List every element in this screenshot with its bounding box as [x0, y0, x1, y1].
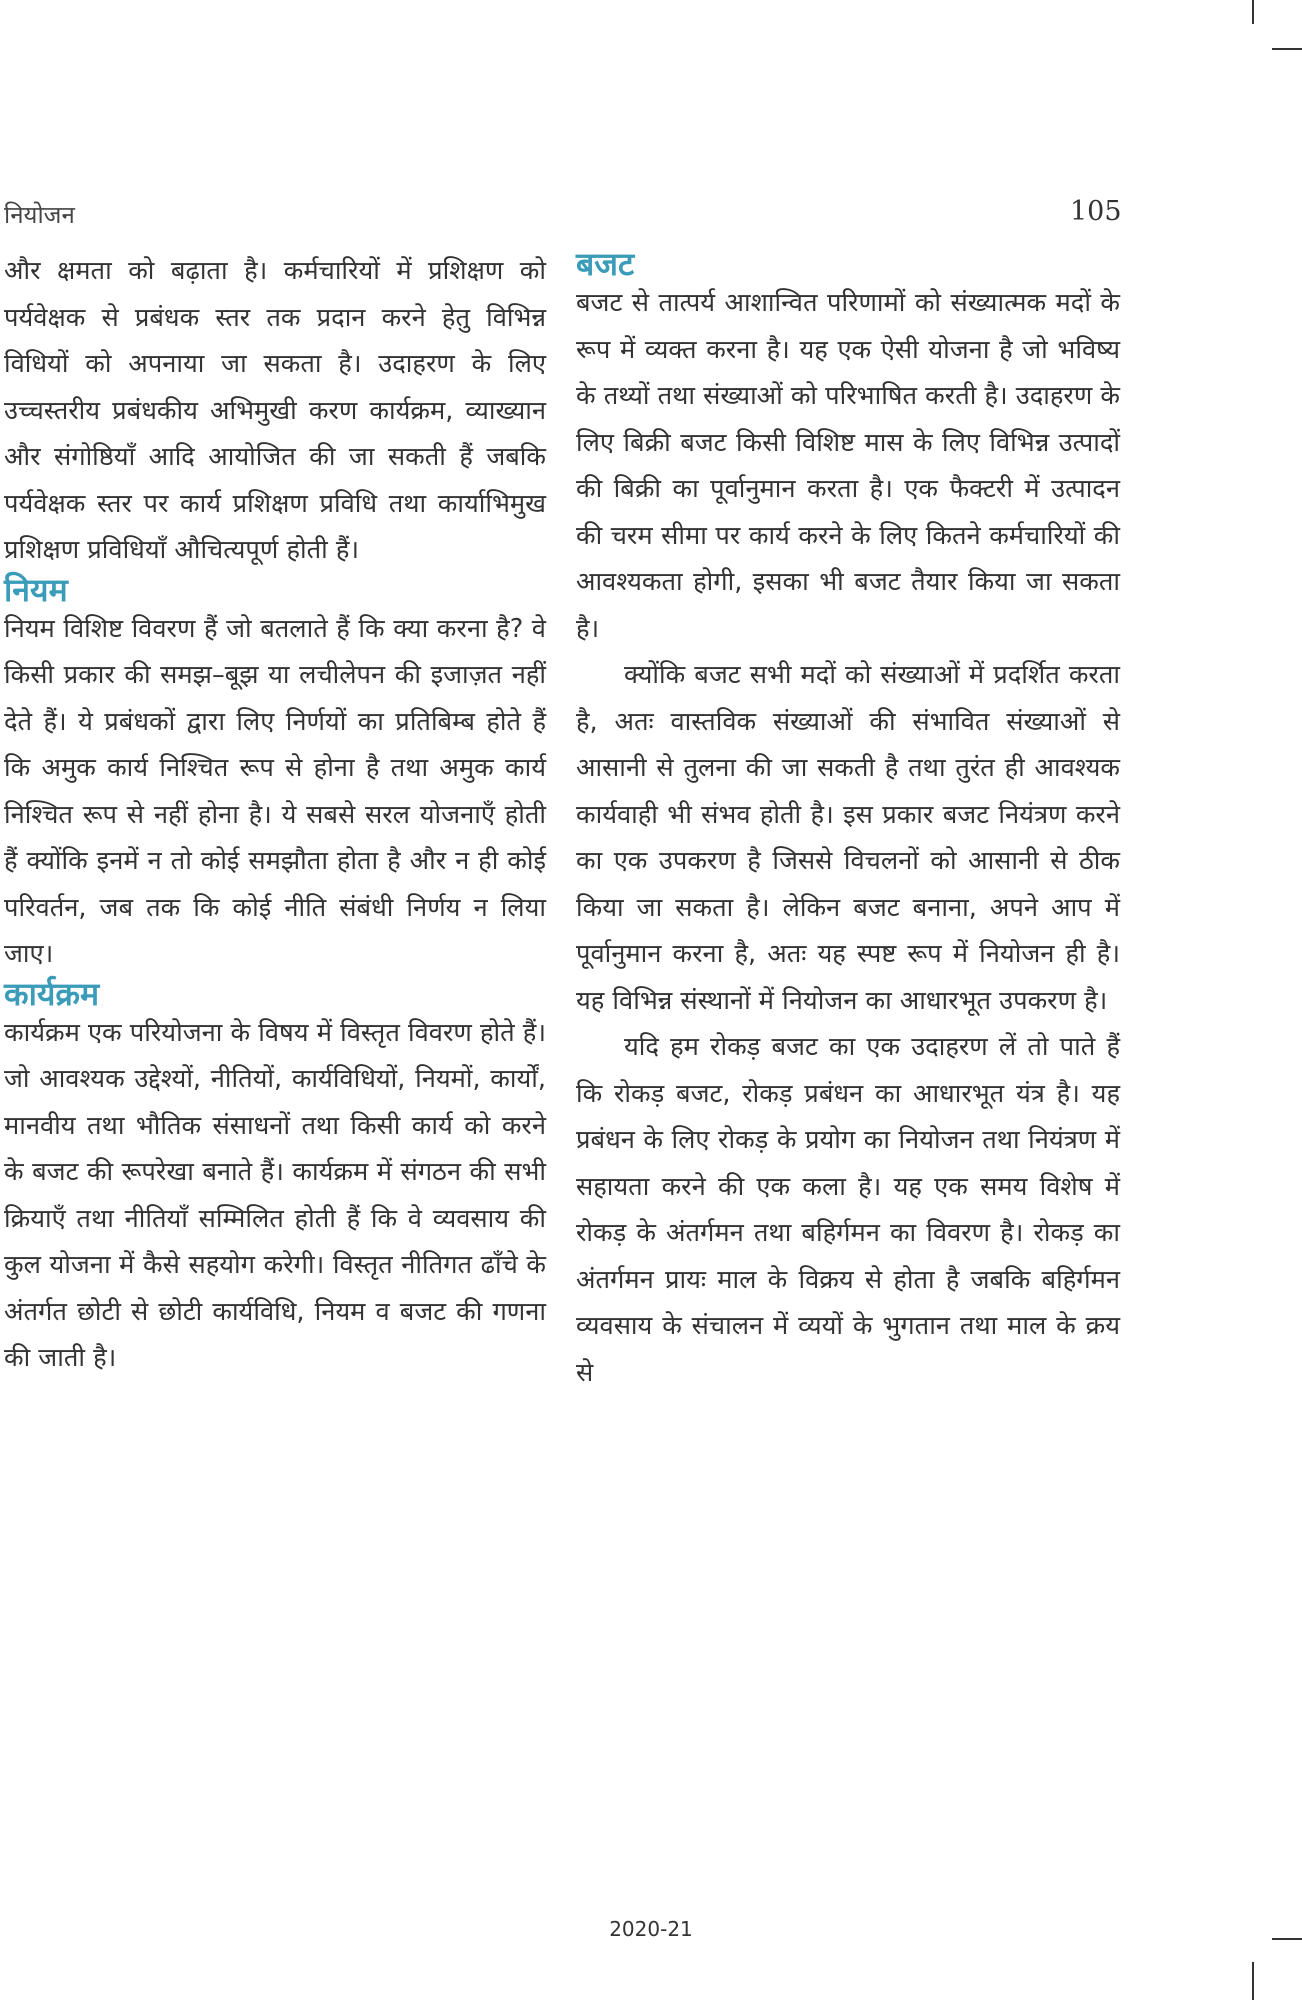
left-column — [4, 248, 546, 1382]
budget-heading: बजट — [576, 245, 635, 283]
budget-paragraph-1: बजट से तात्पर्य आशान्वित परिणामों को संख्यात्मक मदों के रूप में व्यक्त करना है। यह एक ऐसी योजना है जो भविष्य के तथ्यों तथा संख्याओं को परिभाषित करती है। उदाहरण के लिए बिक्री बजट किसी विशिष्ट मास के लिए विभिन्न उत्पादों की बिक्री का पूर्वानुमान करता है। एक फैक्टरी में उत्पादन की चरम सीमा पर कार्य करने के लिए कितने कर्मचारियों की आवश्यकता होगी, इसका भी बजट तैयार किया जा सकता है। — [576, 288, 1120, 644]
rules-heading: नियम — [4, 570, 68, 609]
rules-paragraph: नियम विशिष्ट विवरण हैं जो बतलाते हैं कि क्या करना है? वे किसी प्रकार की समझ–बूझ या लचीलेपन की इजाज़त नहीं देते हैं। ये प्रबंधकों द्वारा लिए निर्णयों का प्रतिबिम्ब होते हैं कि अमुक कार्य निश्चित रूप से होना है तथा अमुक कार्य निश्चित रूप से नहीं होना है। ये सबसे सरल योजनाएँ होती हैं क्योंकि इनमें न तो कोई समझौता होता है और न ही कोई परिवर्तन, जब तक कि कोई नीति संबंधी निर्णय न लिया जाए। — [4, 613, 546, 969]
crop-mark-bottom — [1252, 1962, 1254, 2000]
budget-paragraph-2: क्योंकि बजट सभी मदों को संख्याओं में प्रदर्शित करता है, अतः वास्तविक संख्याओं की संभावित संख्याओं से आसानी से तुलना की जा सकती है तथा तुरंत ही आवश्यक कार्यवाही भी संभव होती है। इस प्रकार बजट नियंत्रण करने का एक उपकरण है जिससे विचलनों को आसानी से ठीक किया जा सकता है। लेकिन बजट बनाना, अपने आप में पूर्वानुमान करना है, अतः यह स्पष्ट रूप में नियोजन ही है। यह विभिन्न संस्थानों में नियोजन का आधारभूत उपकरण है। — [576, 660, 1120, 1016]
budget-paragraph-3: यदि हम रोकड़ बजट का एक उदाहरण लें तो पाते हैं कि रोकड़ बजट, रोकड़ प्रबंधन का आधारभूत यंत्र है। यह प्रबंधन के लिए रोकड़ के प्रयोग का नियोजन तथा नियंत्रण में सहायता करने की एक कला है। यह एक समय विशेष में रोकड़ के अंतर्गमन तथा बहिर्गमन का विवरण है। रोकड़ का अंतर्गमन प्रायः माल के विक्रय से होता है जबकि बहिर्गमन व्यवसाय के संचालन में व्ययों के भुगतान तथा माल के क्रय से — [576, 1032, 1120, 1388]
footer-year: 2020-21 — [609, 1917, 693, 1941]
intro-paragraph: और क्षमता को बढ़ाता है। कर्मचारियों में प्रशिक्षण को पर्यवेक्षक से प्रबंधक स्तर तक प्रदान करने हेतु विभिन्न विधियों को अपनाया जा सकता है। उदाहरण के लिए उच्चस्तरीय प्रबंधकीय अभिमुखी करण कार्यक्रम, व्याख्यान और संगोष्ठियाँ आदि आयोजित की जा सकती हैं जबकि पर्यवेक्षक स्तर पर कार्य प्रशिक्षण प्रविधि तथा कार्याभिमुख प्रशिक्षण प्रविधियाँ औचित्यपूर्ण होती हैं। — [4, 256, 546, 565]
program-paragraph: कार्यक्रम एक परियोजना के विषय में विस्तृत विवरण होते हैं। जो आवश्यक उद्देश्यों, नीतियों, कार्यविधियों, नियमों, कार्यों, मानवीय तथा भौतिक संसाधनों तथा किसी कार्य को करने के बजट की रूपरेखा बनाते हैं। कार्यक्रम में संगठन की सभी क्रियाएँ तथा नीतियाँ सम्मिलित होती हैं कि वे व्यवसाय की कुल योजना में कैसे सहयोग करेगी। विस्तृत नीतिगत ढाँचे के अंतर्गत छोटी से छोटी कार्यविधि, नियम व बजट की गणना की जाती है। — [4, 1017, 546, 1373]
running-head: नियोजन — [4, 201, 75, 229]
crop-mark-top-horizontal — [1272, 48, 1302, 50]
page-number: 105 — [1070, 196, 1122, 227]
right-column — [576, 245, 1120, 1396]
program-heading: कार्यक्रम — [4, 974, 100, 1013]
crop-mark-top — [1252, 0, 1254, 24]
